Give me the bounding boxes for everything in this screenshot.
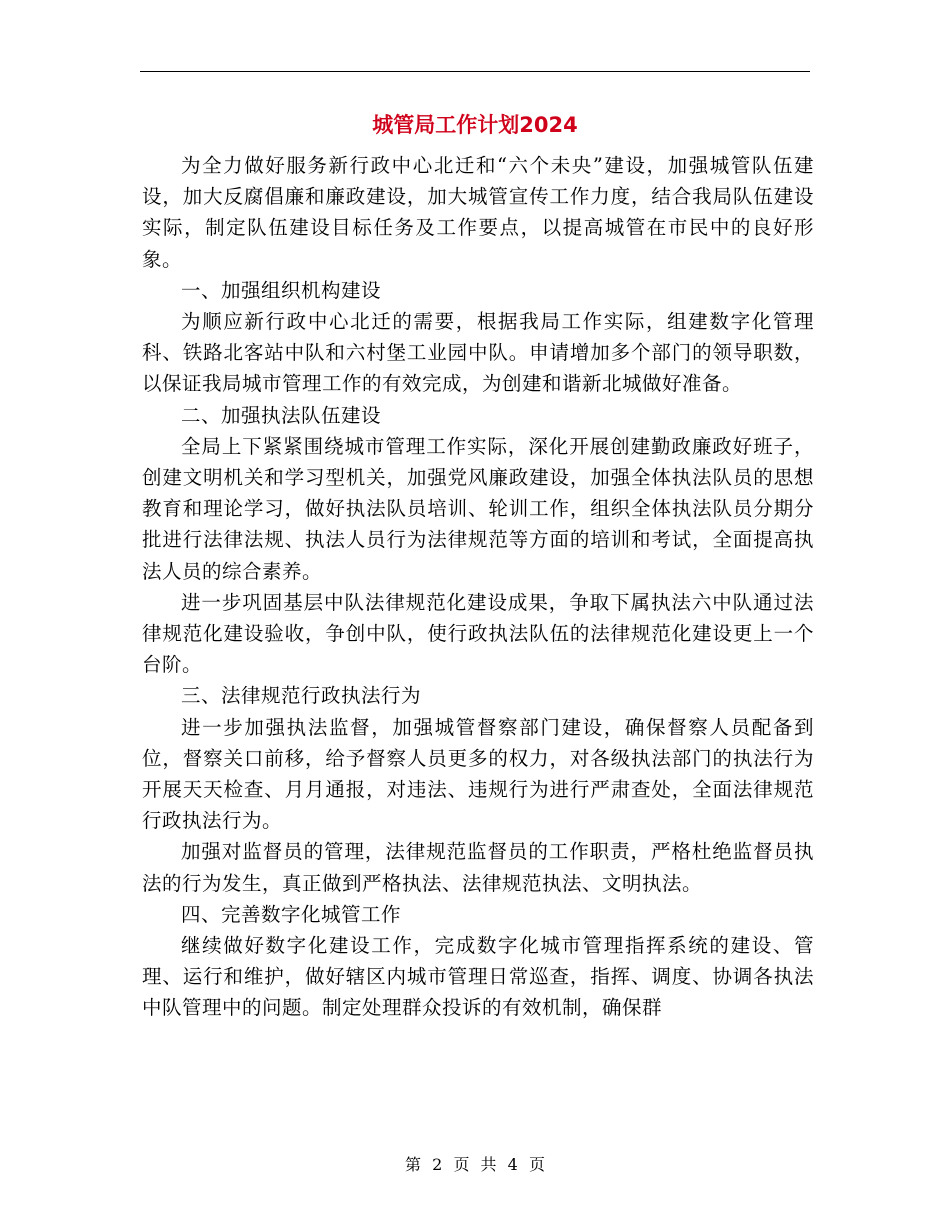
paragraph: 进一步加强执法监督，加强城管督察部门建设，确保督察人员配备到位，督察关口前移，给予督察人员更多的权力，对各级执法部门的执法行为开展天天检查、月月通报，对违法、违规行为进行严肃查处，全面法律规范行政执法行为。 (142, 715, 814, 833)
page-label-mid: 页 (453, 1155, 470, 1174)
page-label-prefix: 第 (405, 1155, 422, 1174)
paragraph: 加强对监督员的管理，法律规范监督员的工作职责，严格杜绝监督员执法的行为发生，真正做到严格执法、法律规范执法、文明执法。 (142, 840, 814, 895)
total-page-count: 4 (507, 1155, 518, 1174)
document-title: 城管局工作计划2024 (372, 113, 578, 137)
page-number-footer (0, 1154, 950, 1176)
paragraph: 继续做好数字化建设工作，完成数字化城市管理指挥系统的建设、管理、运行和维护，做好辖区内城市管理日常巡查，指挥、调度、协调各执法中队管理中的问题。制定处理群众投诉的有效机制，确保群 (142, 934, 814, 1020)
paragraph-intro: 为全力做好服务新行政中心北迁和“六个未央”建设，加强城管队伍建设，加大反腐倡廉和廉政建设，加大城管宣传工作力度，结合我局队伍建设实际，制定队伍建设目标任务及工作要点，以提高城管在市民中的良好形象。 (142, 154, 814, 271)
page-label-suffix: 页 (528, 1155, 545, 1174)
document-body (142, 150, 814, 1024)
section-heading-3: 三、法律规范行政执法行为 (181, 684, 422, 708)
header-rule (140, 71, 810, 72)
paragraph: 为顺应新行政中心北迁的需要，根据我局工作实际，组建数字化管理科、铁路北客站中队和六村堡工业园中队。申请增加多个部门的领导职数，以保证我局城市管理工作的有效完成，为创建和谐新北城做好准备。 (142, 310, 814, 396)
section-heading-1: 一、加强组织机构建设 (181, 278, 382, 302)
current-page-number: 2 (432, 1155, 443, 1174)
section-heading-2: 二、加强执法队伍建设 (181, 403, 382, 427)
total-label: 共 (480, 1155, 497, 1174)
section-heading-4: 四、完善数字化城管工作 (181, 902, 402, 926)
paragraph: 进一步巩固基层中队法律规范化建设成果，争取下属执法六中队通过法律规范化建设验收，争创中队，使行政执法队伍的法律规范化建设更上一个台阶。 (142, 590, 814, 677)
paragraph: 全局上下紧紧围绕城市管理工作实际，深化开展创建勤政廉政好班子，创建文明机关和学习型机关，加强党风廉政建设，加强全体执法队员的思想教育和理论学习，做好执法队员培训、轮训工作，组织全体执法队员分期分批进行法律法规、执法人员行为法律规范等方面的培训和考试，全面提高执法人员的综合素养。 (142, 434, 814, 583)
